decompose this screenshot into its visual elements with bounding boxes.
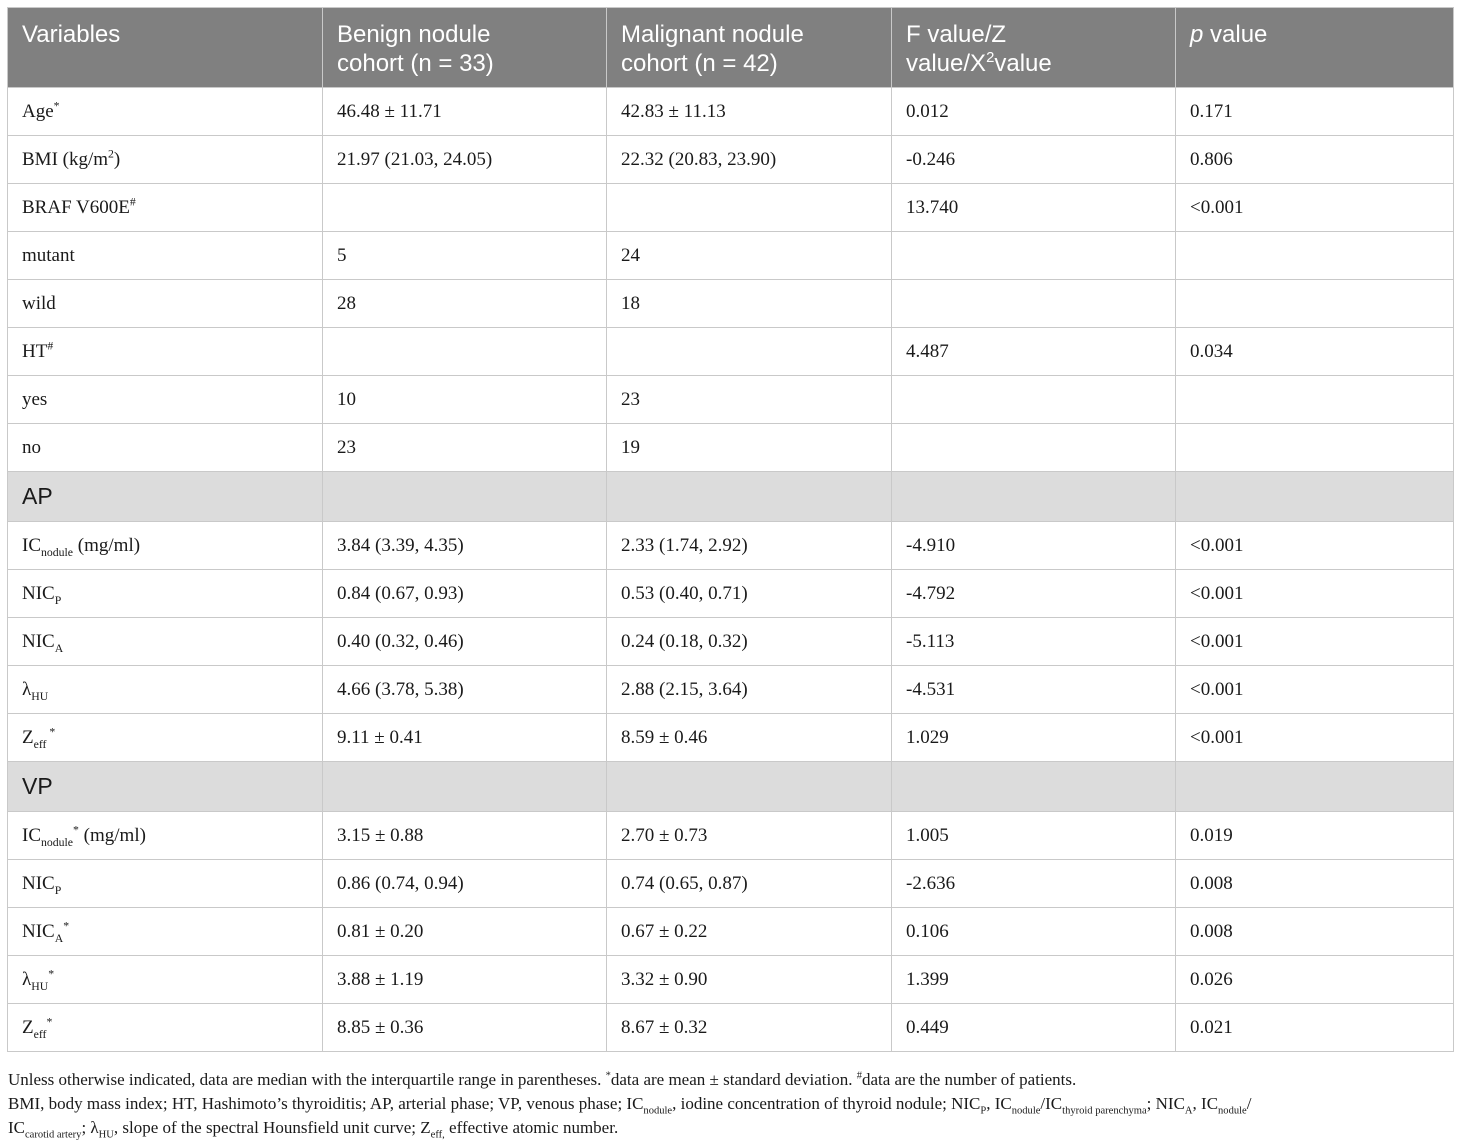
- cell-statistic: 0.106: [892, 908, 1176, 956]
- cell-malignant: 2.33 (1.74, 2.92): [607, 522, 892, 570]
- cell-p-value: 0.008: [1176, 860, 1454, 908]
- cell-malignant: 23: [607, 376, 892, 424]
- table-row: [8, 232, 1454, 280]
- footnote-line-2: BMI, body mass index; HT, Hashimoto’s thyroiditis; AP, arterial phase; VP, venous phase; $IC_{nodule}$, iodine concentration of thyroid nodule; $NIC_P$, $IC_{nodule}/IC_{thyroid parenchyma}$; $NIC_A$, $IC_{nodule}/$: [8, 1094, 1252, 1117]
- cell-p-value: <0.001: [1176, 666, 1454, 714]
- header-statistic: F value/Z value/$X^2value$: [892, 8, 1176, 88]
- cell-statistic: [892, 280, 1176, 328]
- cell-benign: [323, 184, 607, 232]
- cell-p-value: <0.001: [1176, 184, 1454, 232]
- cell-p-value: 0.021: [1176, 1004, 1454, 1052]
- cell-p-value: 0.806: [1176, 136, 1454, 184]
- cell-benign: 28: [323, 280, 607, 328]
- row-label: yes: [8, 376, 323, 424]
- row-label: $NIC_A^*$: [8, 908, 323, 956]
- cell-p-value: <0.001: [1176, 714, 1454, 762]
- cell-p-value: [1176, 232, 1454, 280]
- table-row: [8, 328, 1454, 376]
- cell-statistic: -0.246: [892, 136, 1176, 184]
- row-label: HT#: [8, 328, 323, 376]
- table-row: [8, 714, 1454, 762]
- row-label: $IC_{nodule}^*$ (mg/ml): [8, 812, 323, 860]
- row-label: $NIC_P$: [8, 860, 323, 908]
- cell-p-value: [1176, 424, 1454, 472]
- cell-malignant: 0.74 (0.65, 0.87): [607, 860, 892, 908]
- table-row: [8, 88, 1454, 136]
- cell-malignant: [607, 184, 892, 232]
- cell-statistic: [892, 232, 1176, 280]
- cell-benign: 10: [323, 376, 607, 424]
- cell-malignant: 24: [607, 232, 892, 280]
- header-malignant: Malignant nodule cohort (n = 42): [607, 8, 892, 88]
- cell-benign: 3.84 (3.39, 4.35): [323, 522, 607, 570]
- cell-malignant: [607, 328, 892, 376]
- header-row: [8, 8, 1454, 88]
- cell-benign: 3.88 ± 1.19: [323, 956, 607, 1004]
- cell-benign: 9.11 ± 0.41: [323, 714, 607, 762]
- cell-p-value: <0.001: [1176, 570, 1454, 618]
- cell-malignant: 2.88 (2.15, 3.64): [607, 666, 892, 714]
- table-row: [8, 570, 1454, 618]
- cell-benign: 46.48 ± 11.71: [323, 88, 607, 136]
- cell-benign: 8.85 ± 0.36: [323, 1004, 607, 1052]
- table-row: [8, 522, 1454, 570]
- table-row: [8, 376, 1454, 424]
- cell-statistic: 0.012: [892, 88, 1176, 136]
- row-label: $Z_{eff}$ *: [8, 714, 323, 762]
- row-label: no: [8, 424, 323, 472]
- row-label: $IC_{nodule}$ (mg/ml): [8, 522, 323, 570]
- table-row: [8, 1004, 1454, 1052]
- row-label: $Z_{eff}^*$: [8, 1004, 323, 1052]
- row-label: $\lambda_{HU}^*$: [8, 956, 323, 1004]
- cell-statistic: -4.910: [892, 522, 1176, 570]
- cell-malignant: 2.70 ± 0.73: [607, 812, 892, 860]
- cell-malignant: 3.32 ± 0.90: [607, 956, 892, 1004]
- section-label-vp: VP: [8, 762, 323, 812]
- table-row: [8, 184, 1454, 232]
- cell-p-value: [1176, 280, 1454, 328]
- footnote-line-1: Unless otherwise indicated, data are median with the interquartile range in parentheses. *data are mean ± standard deviation. #data are the number of patients.: [8, 1070, 1077, 1089]
- table-row: [8, 136, 1454, 184]
- cell-malignant: 8.67 ± 0.32: [607, 1004, 892, 1052]
- results-table: [7, 7, 1454, 1052]
- cell-malignant: 8.59 ± 0.46: [607, 714, 892, 762]
- cell-statistic: -4.792: [892, 570, 1176, 618]
- cell-malignant: 0.24 (0.18, 0.32): [607, 618, 892, 666]
- cell-p-value: 0.026: [1176, 956, 1454, 1004]
- cell-statistic: 4.487: [892, 328, 1176, 376]
- table-row: [8, 860, 1454, 908]
- cell-malignant: 0.53 (0.40, 0.71): [607, 570, 892, 618]
- row-label: BMI $(kg/m^2)$: [8, 136, 323, 184]
- cell-malignant: 22.32 (20.83, 23.90): [607, 136, 892, 184]
- cell-statistic: -2.636: [892, 860, 1176, 908]
- section-row-vp: [8, 762, 1454, 812]
- row-label: wild: [8, 280, 323, 328]
- cell-p-value: 0.171: [1176, 88, 1454, 136]
- cell-statistic: [892, 424, 1176, 472]
- footnote-line-3: $IC_{carotid artery}$; $\lambda_{HU}$, slope of the spectral Hounsfield unit curve; $Z_{eff,}$ effective atomic number.: [8, 1118, 619, 1141]
- cell-malignant: 18: [607, 280, 892, 328]
- row-label: $NIC_A$: [8, 618, 323, 666]
- table-row: [8, 908, 1454, 956]
- table-row: [8, 424, 1454, 472]
- cell-p-value: 0.019: [1176, 812, 1454, 860]
- cell-malignant: 19: [607, 424, 892, 472]
- table-row: [8, 618, 1454, 666]
- cell-statistic: 13.740: [892, 184, 1176, 232]
- cell-benign: 4.66 (3.78, 5.38): [323, 666, 607, 714]
- cell-p-value: <0.001: [1176, 522, 1454, 570]
- cell-p-value: 0.034: [1176, 328, 1454, 376]
- cell-statistic: 1.005: [892, 812, 1176, 860]
- cell-benign: [323, 328, 607, 376]
- header-p-value: p value: [1176, 8, 1454, 88]
- cell-benign: 21.97 (21.03, 24.05): [323, 136, 607, 184]
- cell-statistic: 1.399: [892, 956, 1176, 1004]
- table-row: [8, 956, 1454, 1004]
- header-variables: Variables: [8, 8, 323, 88]
- section-label-ap: AP: [8, 472, 323, 522]
- row-label: mutant: [8, 232, 323, 280]
- row-label: Age*: [8, 88, 323, 136]
- cell-benign: 0.40 (0.32, 0.46): [323, 618, 607, 666]
- cell-statistic: -5.113: [892, 618, 1176, 666]
- cell-benign: 3.15 ± 0.88: [323, 812, 607, 860]
- cell-malignant: 42.83 ± 11.13: [607, 88, 892, 136]
- cell-malignant: 0.67 ± 0.22: [607, 908, 892, 956]
- cell-benign: 0.86 (0.74, 0.94): [323, 860, 607, 908]
- cell-benign: 5: [323, 232, 607, 280]
- cell-benign: 0.81 ± 0.20: [323, 908, 607, 956]
- cell-benign: 23: [323, 424, 607, 472]
- section-row-ap: [8, 472, 1454, 522]
- cell-statistic: 1.029: [892, 714, 1176, 762]
- table-row: [8, 280, 1454, 328]
- cell-statistic: [892, 376, 1176, 424]
- cell-p-value: 0.008: [1176, 908, 1454, 956]
- row-label: BRAF V600E#: [8, 184, 323, 232]
- row-label: $NIC_P$: [8, 570, 323, 618]
- cell-statistic: 0.449: [892, 1004, 1176, 1052]
- table-row: [8, 812, 1454, 860]
- row-label: $\lambda_{HU}$: [8, 666, 323, 714]
- cell-p-value: <0.001: [1176, 618, 1454, 666]
- table-row: [8, 666, 1454, 714]
- cell-benign: 0.84 (0.67, 0.93): [323, 570, 607, 618]
- header-benign: Benign nodule cohort (n = 33): [323, 8, 607, 88]
- table-footnotes: [8, 1068, 1454, 1140]
- cell-statistic: -4.531: [892, 666, 1176, 714]
- cell-p-value: [1176, 376, 1454, 424]
